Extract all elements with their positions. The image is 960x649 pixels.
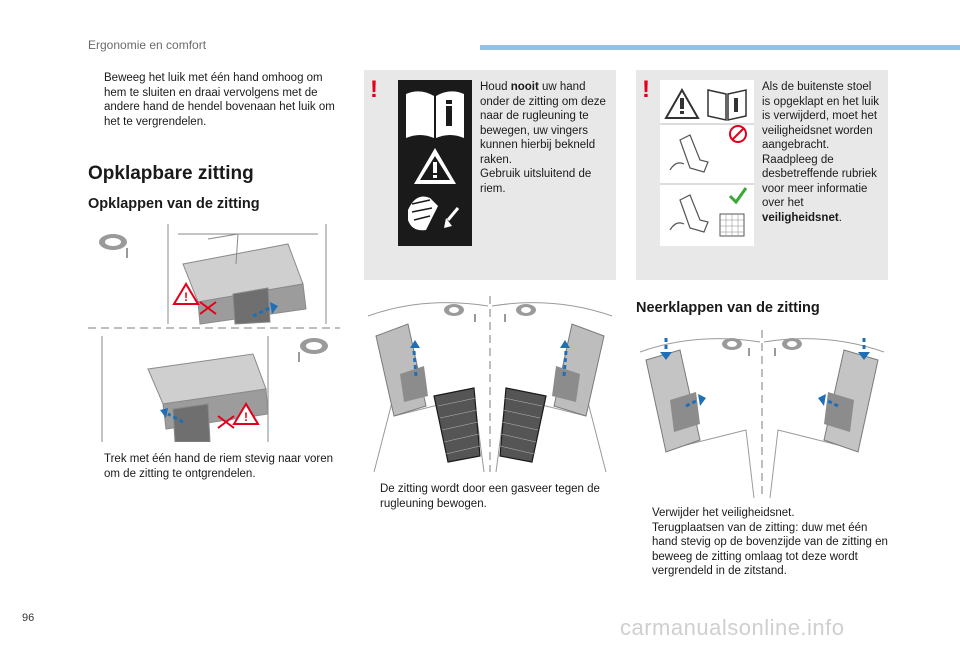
fold-down-bullets [636, 506, 888, 579]
warning-triangle-icon [414, 148, 456, 184]
bullet-replace-seat-text: Terugplaatsen van de zitting: duw met één hand stevig op de bovenzijde van de zitting en beweeg de zitting omlaag tot deze wordt vergrendeld in de zitstand. [652, 521, 888, 577]
warning-text-hand [480, 80, 610, 196]
steering-wheel-icon [722, 338, 750, 356]
manual-book-icon [708, 90, 746, 120]
bullet-icon [636, 521, 652, 579]
subsection-title-fold-up: Opklappen van de zitting [88, 196, 260, 212]
warning-line2: Gebruik uitsluitend de riem. [480, 168, 592, 195]
fold-up-illustration [88, 224, 340, 442]
warning-triangle-icon [666, 90, 698, 118]
bullet-icon [88, 71, 104, 129]
section-title: Opklapbare zitting [88, 163, 254, 184]
steering-wheel-icon [504, 304, 536, 322]
intro-bullet [88, 71, 338, 129]
gas-spring-bullet-text: De zitting wordt door een gasveer tegen de rugleuning bewogen. [380, 483, 600, 510]
warning-text-net [762, 80, 882, 225]
warning-post: uw hand onder de zitting om deze naar de rugleuning te bewegen, uw vingers kunnen hierbij bekneld raken. [480, 81, 606, 166]
page-number: 96 [22, 612, 35, 624]
net-pictogram-panel [660, 80, 754, 246]
release-bullet [88, 452, 338, 481]
warning-mark: ! [370, 76, 378, 103]
svg-text:!: ! [184, 290, 188, 304]
section-header: Ergonomie en comfort [88, 38, 207, 52]
hand-pinch-icon [408, 197, 458, 231]
bullet-icon [636, 506, 652, 521]
bullet-replace-seat [636, 521, 888, 579]
svg-text:!: ! [244, 410, 248, 424]
steering-wheel-icon [292, 336, 332, 372]
subsection-title-fold-down: Neerklappen van de zitting [636, 300, 820, 316]
warning-net-text: Als de buitenste stoel is opgeklapt en het luik is verwijderd, moet het veiligheidsnet worden aangebracht. Raadpleeg de desbetreffende rubriek voor meer informatie over het [762, 81, 879, 209]
manual-book-icon [406, 91, 464, 138]
warning-mark: ! [642, 76, 650, 103]
allowed-seat-with-net-icon [670, 188, 746, 236]
fold-down-illustration [636, 330, 888, 498]
warning-pre: Houd [480, 81, 511, 93]
steering-wheel-icon [94, 232, 132, 268]
bullet-remove-net-text: Verwijder het veiligheidsnet. [652, 507, 795, 519]
steering-wheel-icon [774, 338, 802, 356]
warning-bold-net: veiligheidsnet [762, 211, 839, 224]
release-bullet-text: Trek met één hand de riem stevig naar voren om de zitting te ontgrendelen. [104, 453, 334, 480]
intro-bullet-text: Beweeg het luik met één hand omhoog om hem te sluiten en draai vervolgens met de andere hand de hendel bovenaan het luik om het te vergrendelen. [104, 72, 335, 128]
bullet-icon [88, 452, 104, 481]
watermark: carmanualsonline.info [620, 615, 845, 640]
prohibited-seat-icon [670, 126, 746, 172]
gas-spring-illustration [364, 296, 616, 472]
warning-pictogram-panel [398, 80, 472, 246]
gas-spring-bullet [364, 482, 616, 511]
bullet-remove-net [636, 506, 888, 521]
warning-net-end: . [838, 211, 842, 224]
bullet-icon [364, 482, 380, 511]
steering-wheel-icon [444, 304, 476, 322]
warning-bold-never: nooit [510, 81, 539, 93]
header-accent-bar [480, 45, 960, 50]
